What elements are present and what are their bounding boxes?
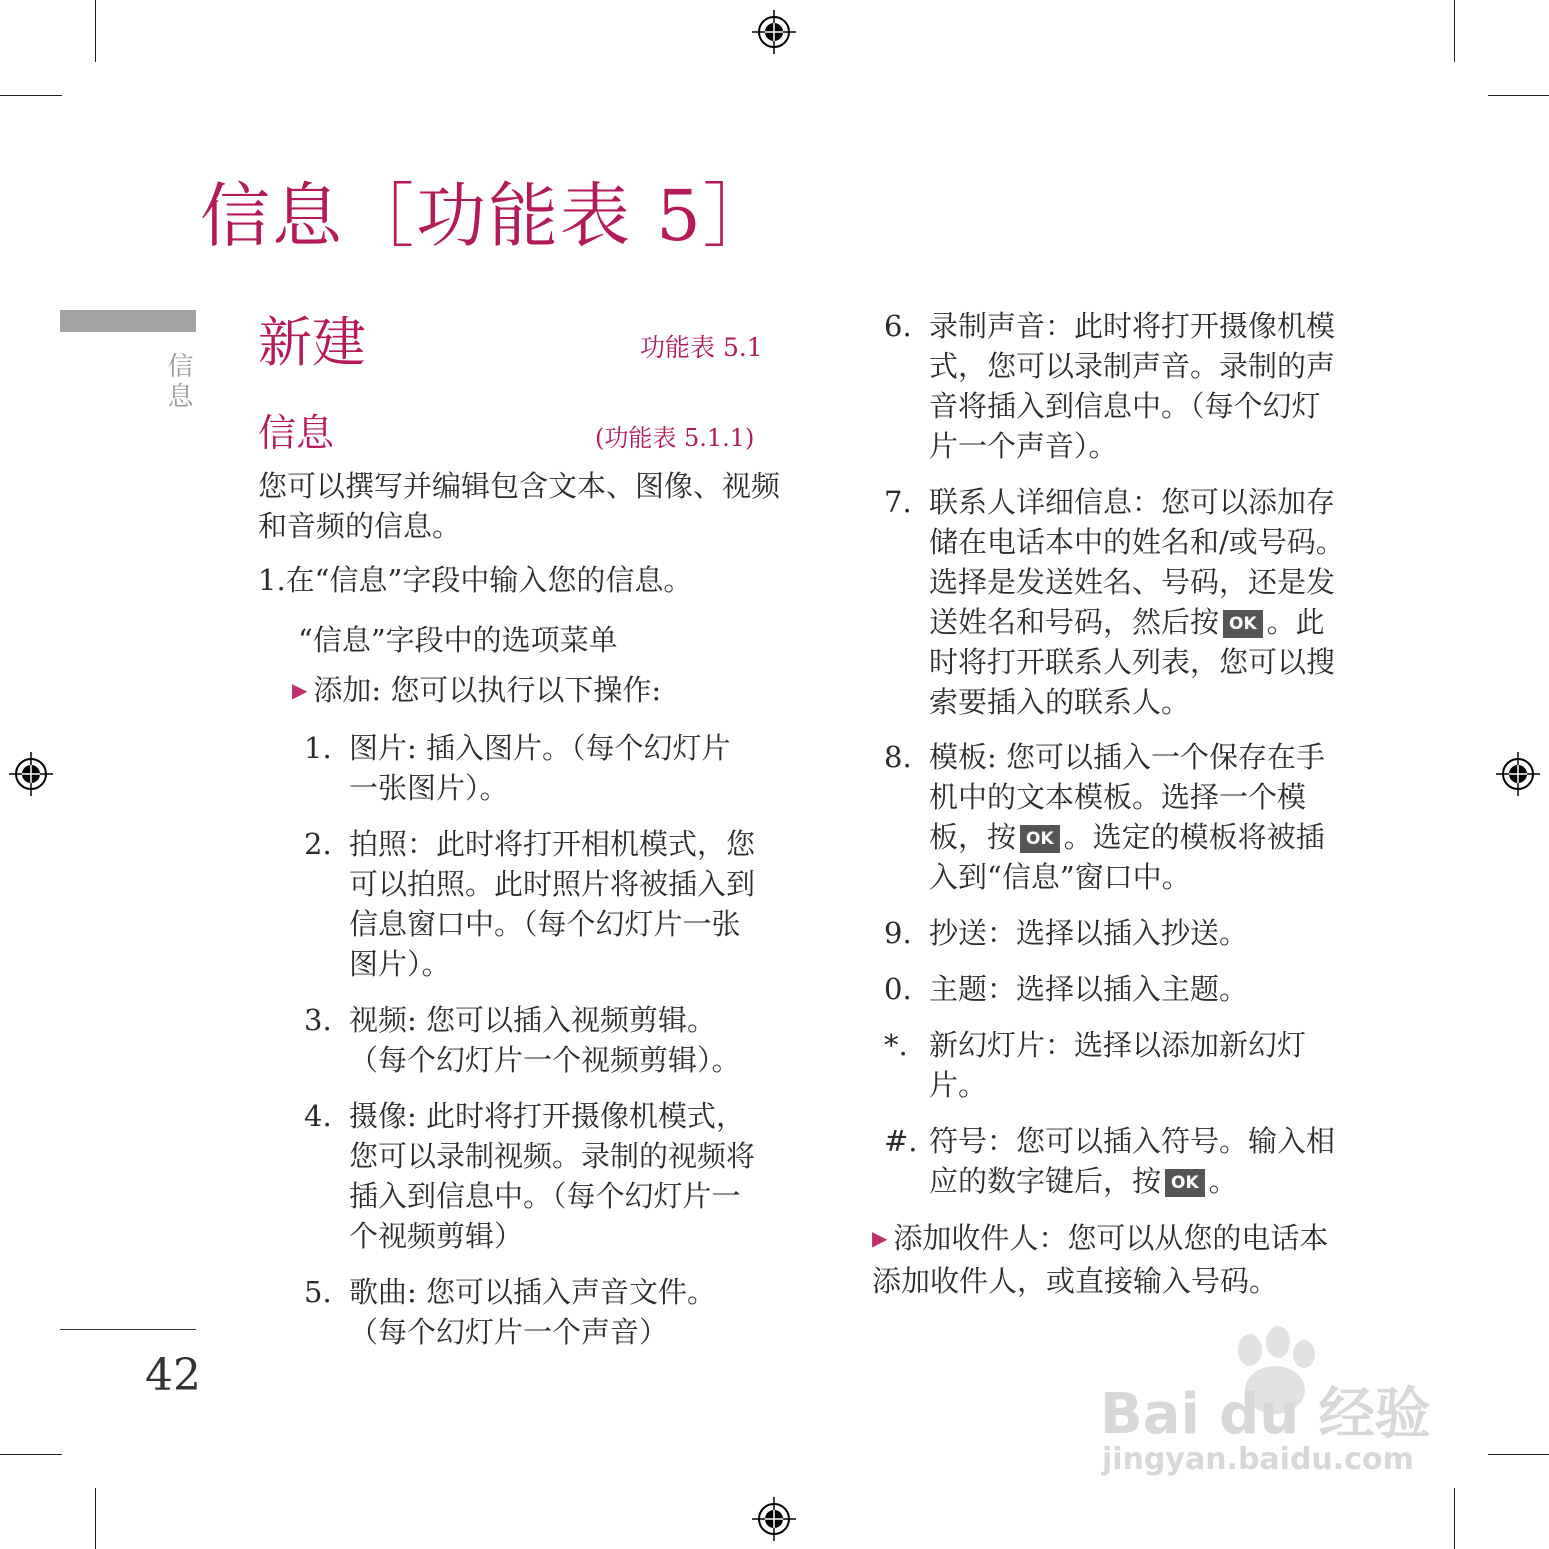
list-item-number: 8. xyxy=(884,740,912,774)
side-tab-bar xyxy=(60,310,196,332)
list-item-text xyxy=(929,737,1349,897)
page-number-rule xyxy=(60,1329,196,1330)
list-item-text-part: 。 xyxy=(1208,1164,1238,1198)
triangle-bullet-icon: ▶ xyxy=(292,678,308,702)
registration-mark-icon xyxy=(9,752,53,796)
crop-mark xyxy=(0,1454,62,1455)
watermark-url: jingyan.baidu.com xyxy=(1102,1442,1414,1477)
list-item-text: 新幻灯片：选择以添加新幻灯片。 xyxy=(929,1028,1307,1102)
list-item-number: 7. xyxy=(884,485,912,519)
crop-mark xyxy=(95,0,96,62)
list-item-number: *. xyxy=(884,1028,908,1062)
list-item-text: 摄像: 此时将打开摄像机模式，您可以录制视频。录制的视频将插入到信息中。（每个幻灯片一个视频剪辑） xyxy=(349,1099,756,1253)
registration-mark-icon xyxy=(1496,752,1540,796)
list-item-text: 拍照：此时将打开相机模式，您可以拍照。此时照片将被插入到信息窗口中。（每个幻灯片一张图片）。 xyxy=(349,827,756,981)
registration-mark-icon xyxy=(752,10,796,54)
list-item-number: 9. xyxy=(884,916,912,950)
list-item-text: 歌曲: 您可以插入声音文件。（每个幻灯片一个声音） xyxy=(349,1275,716,1349)
list-item-number: 3. xyxy=(304,1003,332,1037)
add-recipient-option xyxy=(872,1218,1352,1301)
page-number: 42 xyxy=(145,1350,201,1401)
baidu-watermark-logo xyxy=(1090,1320,1470,1490)
list-item-number: 1. xyxy=(304,731,332,765)
list-item-text-part: 联系人详细信息：您可以添加存储在电话本中的姓名和/或号码。选择是发送姓名、号码，还是发送姓名和号码，然后按 xyxy=(929,485,1345,639)
ok-key-icon: OK xyxy=(1020,825,1060,853)
add-option-label: 添加: 您可以执行以下操作: xyxy=(313,673,662,707)
list-item-text: 抄送：选择以插入抄送。 xyxy=(929,916,1249,950)
list-item-text-part: 模板: 您可以插入一个保存在手机中的文本模板。选择一个模板，按 xyxy=(929,740,1325,854)
intro-paragraph: 您可以撰写并编辑包含文本、图像、视频和音频的信息。 xyxy=(258,469,781,543)
list-item-text: 图片: 插入图片。（每个幻灯片一张图片）。 xyxy=(349,731,731,805)
crop-mark xyxy=(1488,1454,1549,1455)
list-item-text-part: 符号：您可以插入符号。输入相应的数字键后，按 xyxy=(929,1124,1336,1198)
step-one: 1.在“信息”字段中输入您的信息。 xyxy=(258,563,693,597)
ok-key-icon: OK xyxy=(1165,1169,1205,1197)
crop-mark xyxy=(0,95,62,96)
list-item-text xyxy=(929,1121,1349,1201)
watermark-brand: Bai du 经验 xyxy=(1100,1382,1431,1447)
list-item-number: 5. xyxy=(304,1275,332,1309)
crop-mark xyxy=(1488,95,1549,96)
registration-mark-icon xyxy=(752,1497,796,1541)
list-item-number: 6. xyxy=(884,309,912,343)
crop-mark xyxy=(1454,1488,1455,1549)
section-heading: 新建 xyxy=(258,311,366,374)
list-item-number: 0. xyxy=(884,972,912,1006)
page-title: 信息［功能表 5］ xyxy=(200,175,775,257)
submenu-title: “信息”字段中的选项菜单 xyxy=(298,623,618,657)
list-item-number: 4. xyxy=(304,1099,332,1133)
list-item-text: 录制声音：此时将打开摄像机模式，您可以录制声音。录制的声音将插入到信息中。（每个幻灯片一个声音）。 xyxy=(929,309,1336,463)
triangle-bullet-icon: ▶ xyxy=(872,1226,888,1250)
list-item-text: 视频: 您可以插入视频剪辑。（每个幻灯片一个视频剪辑）。 xyxy=(349,1003,741,1077)
list-item-text-part: 。选定的模板将被插入到“信息”窗口中。 xyxy=(929,820,1325,894)
list-item-text-part: 。此时将打开联系人列表，您可以搜索要插入的联系人。 xyxy=(929,605,1336,719)
list-item-text: 主题：选择以插入主题。 xyxy=(929,972,1249,1006)
side-tab-label: 信息 xyxy=(163,352,193,412)
crop-mark xyxy=(95,1488,96,1549)
add-option xyxy=(292,670,772,713)
list-item-number: #. xyxy=(884,1124,918,1158)
crop-mark xyxy=(1454,0,1455,62)
list-item-text xyxy=(929,482,1349,722)
subsection-menu-ref: (功能表 5.1.1) xyxy=(595,424,755,452)
list-item-number: 2. xyxy=(304,827,332,861)
subsection-heading: 信息 xyxy=(258,411,335,455)
section-menu-ref: 功能表 5.1 xyxy=(640,333,763,362)
add-recipient-text: 添加收件人：您可以从您的电话本添加收件人，或直接输入号码。 xyxy=(872,1221,1329,1298)
ok-key-icon: OK xyxy=(1223,610,1263,638)
